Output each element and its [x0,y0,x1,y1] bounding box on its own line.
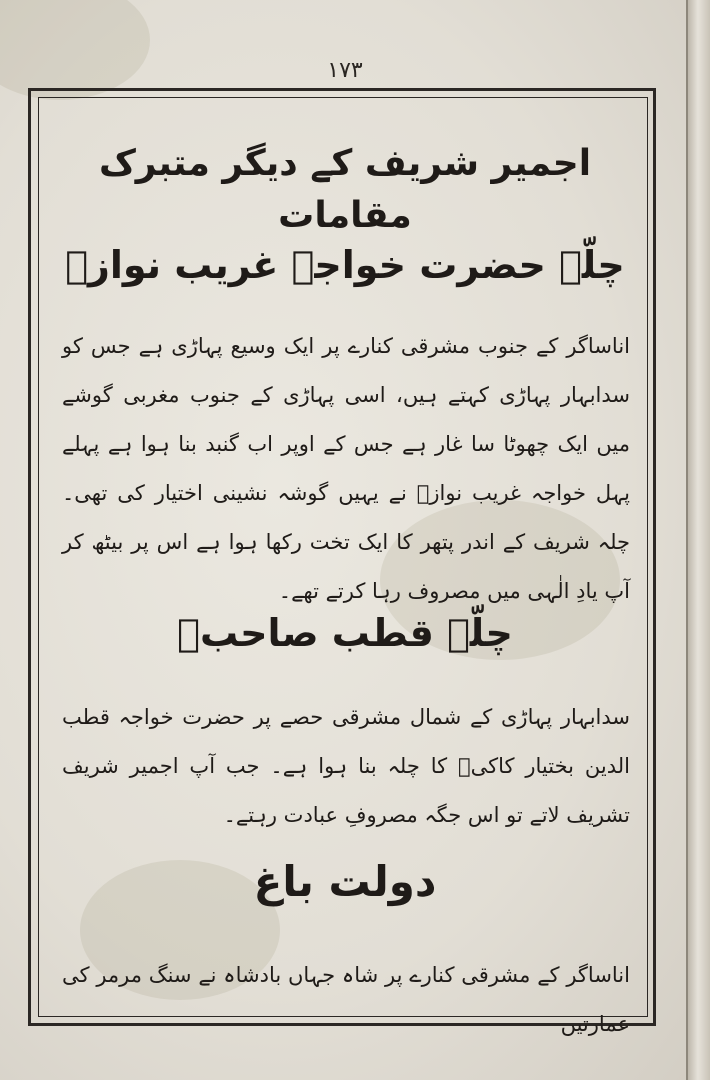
section-heading-chilla-gharib-nawaz: چلّہ حضرت خواجہ غریب نوازؒ [65,243,625,287]
section-body-daulat-bagh: اناساگر کے مشرقی کنارے پر شاہ جہاں بادشاہ نے سنگ مرمر کی عمارتیں [62,963,630,1036]
section-body-chilla-gharib-nawaz: اناساگر کے جنوب مشرقی کنارے پر ایک وسیع پہاڑی ہے جس کو سدابہار پہاڑی کہتے ہیں، اسی پہاڑی کے جنوب مغربی گوشے میں ایک چھوٹا سا غار ہے جس کے اوپر اب گنبد بنا ہوا ہے پہلے پہل خواجہ غریب نوازؒ نے یہیں گوشہ نشینی اختیار کی تھی۔ چلہ شریف کے اندر پتھر کا ایک تخت رکھا ہوا ہے اس پر بیٹھ کر آپ یادِ الٰہی میں مصروف رہا کرتے تھے۔ [62,334,630,603]
paper-stain [0,0,150,100]
section-body-chilla-qutb-sahib: سدابہار پہاڑی کے شمال مشرقی حصے پر حضرت خواجہ قطب الدین بختیار کاکیؒ کا چلہ بنا ہوا ہے۔ جب آپ اجمیر شریف تشریف لاتے تو اس جگہ مصروفِ عبادت رہتے۔ [62,705,630,827]
section-heading-chilla-qutb-sahib: چلّہ قطب صاحبؒ [177,611,513,655]
book-spine [686,0,710,1080]
page-number: ۱۷۳ [327,58,363,83]
page-title: اجمیر شریف کے دیگر متبرک مقامات [98,143,592,236]
section-heading-daulat-bagh: دولت باغ [253,857,437,906]
